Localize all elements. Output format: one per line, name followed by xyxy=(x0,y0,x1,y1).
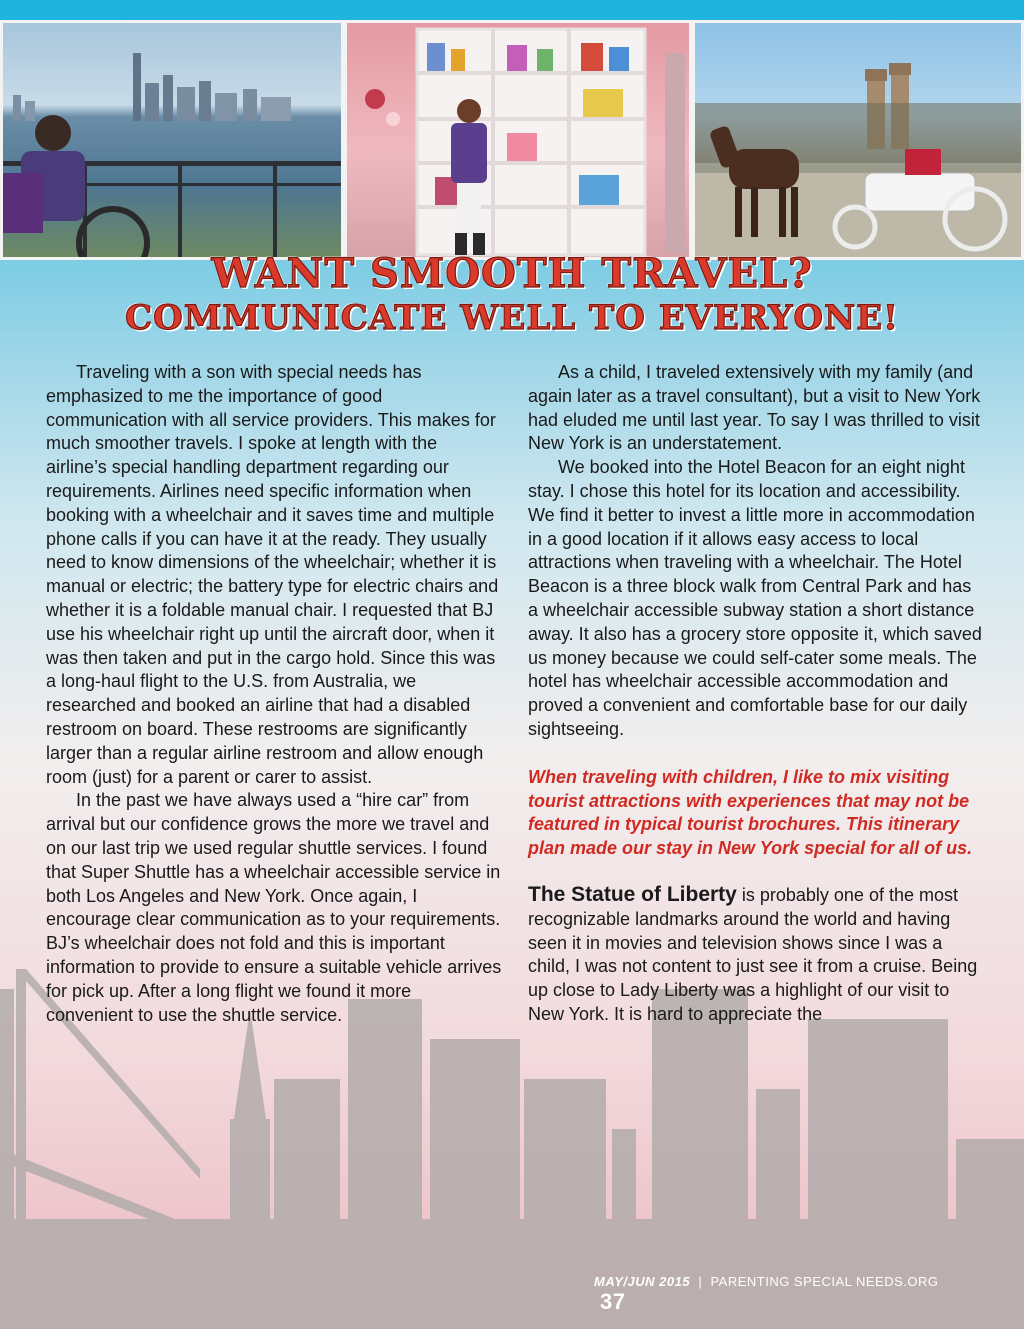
issue-date: MAY/JUN 2015 xyxy=(594,1274,691,1289)
carriage-illustration xyxy=(695,23,1021,260)
site-name: PARENTING SPECIAL NEEDS.ORG xyxy=(710,1274,939,1289)
section-text: is probably one of the most recognizable landmarks around the world and having seen it in movies and television shows since I was a child, I was not content to just see it from a cruise. Being up close to Lady Liberty was a highlight of our visit to New York. It is hard to appreciate the xyxy=(528,884,978,1024)
article-column-left xyxy=(46,361,502,1027)
photo-waterfront-skyline xyxy=(0,20,344,260)
article-paragraph: In the past we have always used a “hire car” from arrival but our confidence grows the more we travel and on our last trip we used regular shuttle services. I found that Super Shuttle has a wheelchair accessible service in both Los Angeles and New York. Once again, I encourage clear communication as to your requirements. BJ’s wheelchair does not fold and this is important information to provide to ensure a suitable vehicle arrives for pick up. After a long flight we found it more convenient to use the shuttle service. xyxy=(46,790,502,1025)
pull-quote: When traveling with children, I like to mix visiting tourist attractions with experiences that may not be featured in typical tourist brochures. This itinerary plan made our stay in New York special for all of us. xyxy=(528,766,973,859)
page-number: 37 xyxy=(600,1289,626,1314)
headline-line-2: COMMUNICATE WELL TO EVERYONE! xyxy=(125,298,899,338)
section-paragraph xyxy=(528,883,984,1027)
article-paragraph: Traveling with a son with special needs has emphasized to me the importance of good communication with all service providers. This makes for much smoother travels. I spoke at length with the airline’s special handling department regarding our requirements. Airlines need specific information when booking with a wheelchair and it saves time and multiple phone calls if you can have it at the ready. They usually need to know dimensions of the wheelchair; whether it is manual or electric; the battery type for electric chairs and whether it is a foldable manual chair. I requested that BJ use his wheelchair right up until the aircraft door, when it was then taken and put in the cargo hold. Since this was a long-haul flight to the U.S. from Australia, we researched and booked an airline that had a disabled restroom on board. These restrooms are significantly larger than a regular airline restroom and allow enough room (just) for a parent or carer to assist. xyxy=(46,362,499,787)
waterfront-illustration xyxy=(3,23,344,260)
photo-toy-shelves xyxy=(344,20,692,260)
article-paragraph: We booked into the Hotel Beacon for an eight night stay. I chose this hotel for its location and accessibility. We find it better to invest a little more in accommodation in a good location if it allows easy access to local attractions when traveling with a wheelchair. The Hotel Beacon is a three block walk from Central Park and has a wheelchair accessible subway station a short distance away. It also has a grocery store opposite it, which saved us money because we could self-cater some meals. The hotel has wheelchair accessible accommodation and proved a convenient and comfortable base for our daily sightseeing. xyxy=(528,457,982,739)
toy-shelf-illustration xyxy=(347,23,689,260)
photo-horse-carriage xyxy=(692,20,1024,260)
page-footer xyxy=(594,1274,974,1315)
headline-line-1: WANT SMOOTH TRAVEL? xyxy=(211,250,813,297)
section-heading: The Statue of Liberty xyxy=(528,882,737,906)
article-column-right xyxy=(528,361,984,1027)
article-paragraph: As a child, I traveled extensively with my family (and again later as a travel consultant), but a visit to New York had eluded me until last year. To say I was thrilled to visit New York is an understatement. xyxy=(528,362,981,454)
footer-separator: | xyxy=(698,1274,703,1289)
